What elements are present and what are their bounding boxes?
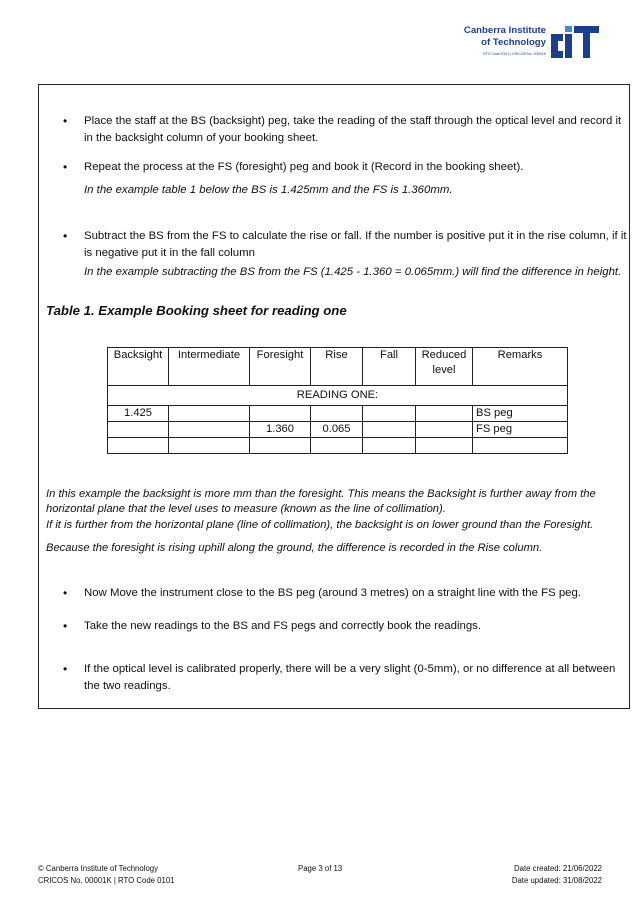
footer-copyright: © Canberra Institute of Technology <box>38 864 159 873</box>
bullet-dot: • <box>63 619 68 633</box>
logo-line-2: of Technology <box>481 37 546 48</box>
logo-line-1: Canberra Institute <box>463 25 546 36</box>
header-backsight: Backsight <box>108 348 169 386</box>
bullet-move-instrument <box>63 585 629 602</box>
bullet-calibration <box>63 661 629 695</box>
table-cell <box>363 438 416 454</box>
table-cell: FS peg <box>473 422 568 438</box>
bullet-dot: • <box>63 229 68 243</box>
note-example-subtraction: In the example subtracting the BS from the FS (1.425 - 1.360 = 0.065mm.) will find the difference in height. <box>84 266 622 278</box>
bullet-place-staff <box>63 113 629 147</box>
table-cell <box>416 438 473 454</box>
table-section-row <box>108 386 568 406</box>
header-intermediate: Intermediate <box>169 348 250 386</box>
section-label: READING ONE: <box>108 386 568 406</box>
header-rise: Rise <box>311 348 363 386</box>
bullet-text: If the optical level is calibrated properly, there will be a very slight (0-5mm), or no difference at all between the two readings. <box>84 663 616 692</box>
footer-page-number: Page 3 of 13 <box>298 864 343 873</box>
table-cell: BS peg <box>473 406 568 422</box>
bullet-text: Place the staff at the BS (backsight) peg, take the reading of the staff through the optical level and record it in the backsight column of your booking sheet. <box>84 115 622 144</box>
bullet-dot: • <box>63 586 68 600</box>
cit-logo <box>450 22 602 60</box>
bullet-text: Now Move the instrument close to the BS peg (around 3 metres) on a straight line with the FS peg. <box>84 587 582 599</box>
explanation-backsight: In this example the backsight is more mm than the foresight. This means the Backsight is further away from the horizontal plane that the level uses to measure (known as the line of collimation). <box>46 488 596 515</box>
table-cell <box>108 438 169 454</box>
footer-date-updated: Date updated: 31/08/2022 <box>511 876 602 885</box>
footer-cricos: CRICOS No. 00001K | RTO Code 0101 <box>38 876 175 885</box>
logo-name <box>450 25 546 49</box>
bullet-text: Take the new readings to the BS and FS pegs and correctly book the readings. <box>84 620 482 632</box>
explanation-rise-column: Because the foresight is rising uphill along the ground, the difference is recorded in the Rise column. <box>46 542 543 554</box>
table-row <box>108 438 568 454</box>
logo-code: RTO Code 0101 | CRICOS No. 00001K <box>483 52 546 56</box>
header-fall: Fall <box>363 348 416 386</box>
bullet-text: Repeat the process at the FS (foresight) peg and book it (Record in the booking sheet). <box>84 161 524 173</box>
bullet-new-readings <box>63 618 629 635</box>
table-cell <box>250 438 311 454</box>
bullet-repeat-fs <box>63 159 629 176</box>
table-title: Table 1. Example Booking sheet for reading one <box>46 303 347 318</box>
header-reduced-level: Reduced level <box>416 348 473 386</box>
table-cell <box>108 422 169 438</box>
table-cell <box>363 422 416 438</box>
note-example-values: In the example table 1 below the BS is 1.425mm and the FS is 1.360mm. <box>84 184 453 196</box>
explanation-lower-ground: If it is further from the horizontal plane (line of collimation), the backsight is on lower ground than the Foresight. <box>46 519 594 531</box>
table-cell <box>169 422 250 438</box>
table-cell: 1.425 <box>108 406 169 422</box>
footer-date-created: Date created: 21/06/2022 <box>514 864 602 873</box>
table-cell <box>363 406 416 422</box>
table-cell <box>169 438 250 454</box>
header-remarks: Remarks <box>473 348 568 386</box>
table-row <box>108 406 568 422</box>
table-cell: 1.360 <box>250 422 311 438</box>
bullet-dot: • <box>63 114 68 128</box>
table-cell <box>416 422 473 438</box>
table-cell <box>169 406 250 422</box>
bullet-subtract <box>63 228 629 262</box>
footer-right <box>512 863 602 887</box>
table-cell <box>311 438 363 454</box>
cit-logo-mark-icon <box>549 25 601 59</box>
table-cell <box>250 406 311 422</box>
header-foresight: Foresight <box>250 348 311 386</box>
table-cell <box>416 406 473 422</box>
table-cell <box>473 438 568 454</box>
table-cell <box>311 406 363 422</box>
bullet-dot: • <box>63 662 68 676</box>
bullet-dot: • <box>63 160 68 174</box>
footer-left <box>38 863 175 887</box>
table-row <box>108 422 568 438</box>
bullet-text: Subtract the BS from the FS to calculate the rise or fall. If the number is positive put it in the rise column, if it is negative put it in the fall column <box>84 230 627 259</box>
booking-sheet-table <box>107 347 568 454</box>
table-cell: 0.065 <box>311 422 363 438</box>
table-header-row <box>108 348 568 386</box>
